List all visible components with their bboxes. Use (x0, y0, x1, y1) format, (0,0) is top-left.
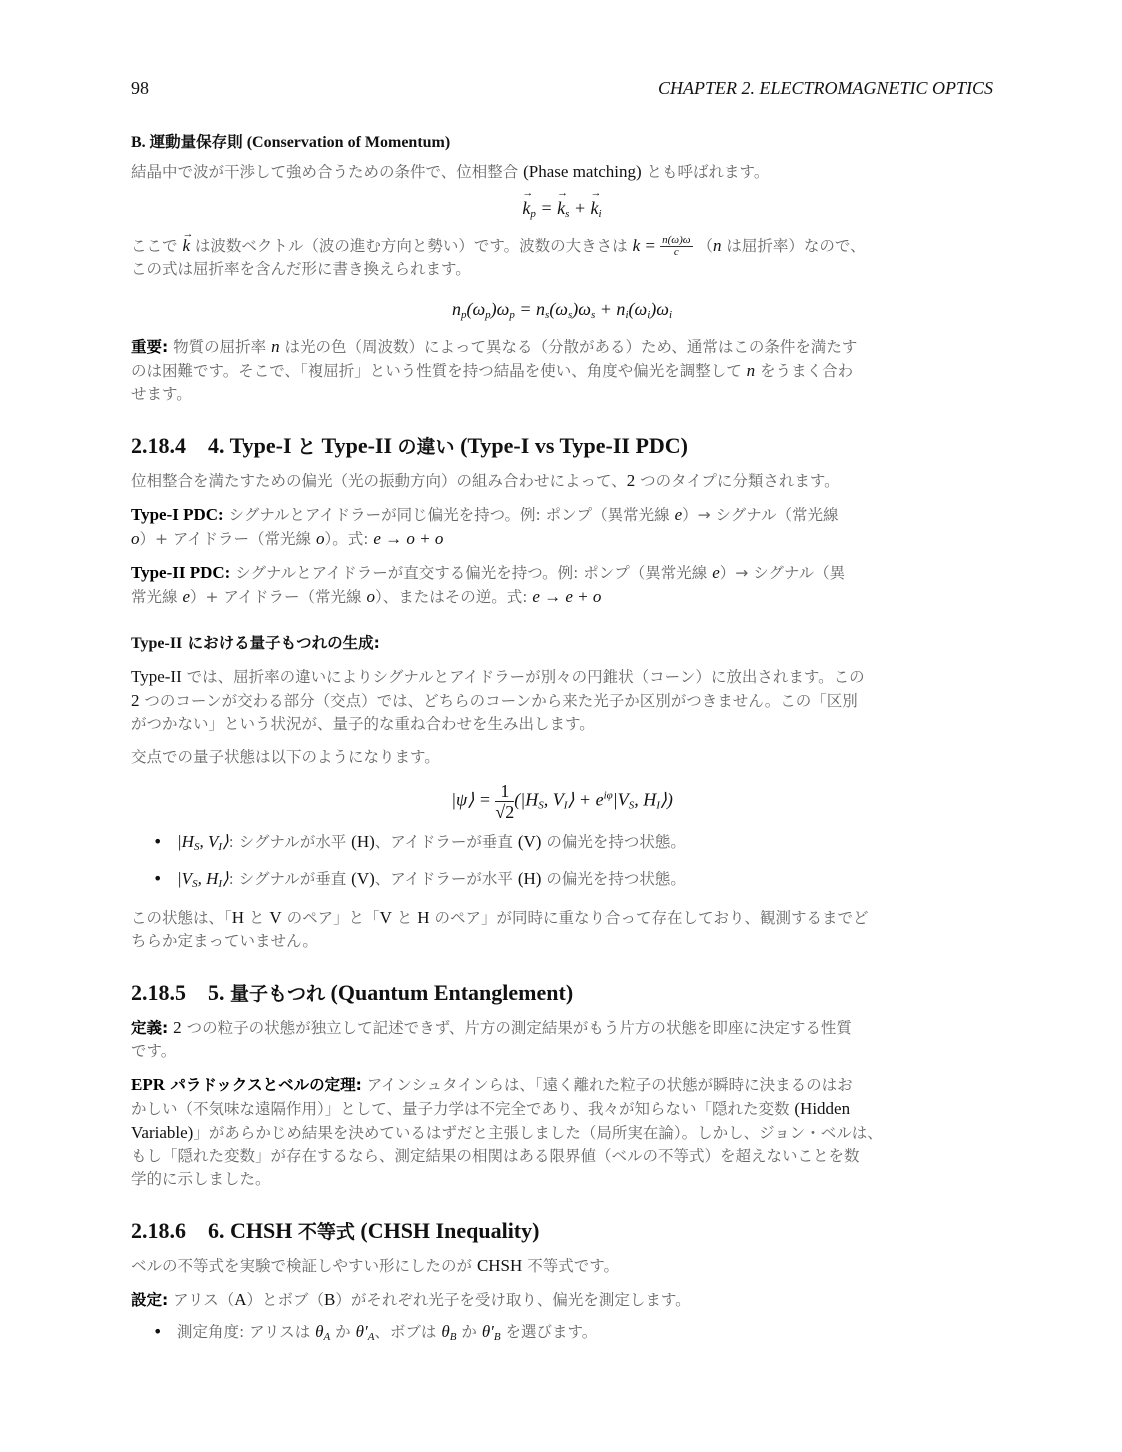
fraction: $\frac{1}{√2}$ (495, 781, 515, 822)
paragraph-important: 重要: 物質の屈折率 n は光の色（周波数）によって異なる（分散がある）ため、通常はこの条件を満たす のは困難です。そこで、「複屈折」という性質を持つ結晶を使い、角度や偏光を調整して n をうまく合わ せます。 (131, 337, 858, 403)
fraction: $\frac{n(\omega)\omega}{c}$ (662, 234, 691, 258)
paragraph-type-i: Type-I PDC: シグナルとアイドラーが同じ偏光を持つ。例: ポンプ（異常光線 e）→ シグナル（常光線 o）+ アイドラー（常光線 o）。式: e → o + o (131, 505, 839, 548)
section-2-18-6 (131, 1217, 993, 1349)
list-item: • $|H_S$, $V_I⟩$: シグナルが水平 (H)、アイドラーが垂直 (V) の偏光を持つ状態。 (131, 830, 993, 859)
paragraph: ベルの不等式を実験で検証しやすい形にしたのが CHSH 不等式です。 (131, 1256, 619, 1275)
paragraph: 位相整合を満たすための偏光（光の振動方向）の組み合わせによって、2 つのタイプに分類されます。 (131, 471, 840, 490)
paragraph: 結晶中で波が干渉して強め合うための条件で、位相整合 (Phase matching) とも呼ばれます。 (131, 162, 770, 181)
subheading-entanglement-generation: Type-II における量子もつれの生成: (131, 634, 380, 652)
paragraph-epr: EPR パラドックスとベルの定理: アインシュタインらは、「遠く離れた粒子の状態が瞬時に決まるのはお かしい（不気味な遠隔作用）」として、量子力学は不完全であり、我々が知らない「隠れた変数 (Hidden Variable)」があらかじめ結果を決めているはずだと主張しました（局所実在論）。しかし、ジョン・ベルは、 もし「隠れた変数」が存在するなら、測定結果の相関はある限界値（ベルの不等式）を超えないことを数 学的に示しました。 (131, 1075, 883, 1188)
page-header (131, 78, 993, 104)
state-list (131, 830, 993, 896)
paragraph: 交点での量子状態は以下のようになります。 (131, 748, 440, 766)
paragraph: この状態は、「H と V のペア」と「V と H のペア」が同時に重なり合って存在しており、観測するまでど ちらか定まっていません。 (131, 908, 869, 950)
running-title: CHAPTER 2. ELECTROMAGNETIC OPTICS (657, 78, 993, 98)
equation-momentum: → $k_p$ = → $k_s$ + → $k_i$ (131, 198, 993, 220)
paragraph-definition: 定義: 2 つの粒子の状態が独立して記述できず、片方の測定結果がもう片方の状態を即座に決定する性質 です。 (131, 1018, 852, 1060)
section-2-18-5 (131, 979, 993, 1191)
section-b-title: B. 運動量保存則 (Conservation of Momentum) (131, 133, 451, 151)
list-item: • $|V_S$, $H_I⟩$: シグナルが垂直 (V)、アイドラーが水平 (H) の偏光を持つ状態。 (131, 867, 993, 896)
paragraph-setup: 設定: アリス（A）とボブ（B）がそれぞれ光子を受け取り、偏光を測定します。 (131, 1290, 691, 1309)
paragraph: Type-II では、屈折率の違いによりシグナルとアイドラーが別々の円錐状（コーン）に放出されます。この 2 つのコーンが交わる部分（交点）では、どちらのコーンから来た光子か区別がつきません。この「区別 がつかない」という状況が、量子的な重ね合わせを生み出します。 (131, 667, 865, 733)
section-title: 2.18.4 4. Type-I と Type-II の違い (Type-I vs Type-II PDC) (131, 433, 689, 458)
paragraph: ここで → k は波数ベクトル（波の進む方向と勢い）です。波数の大きさは k = $\frac{n(\omega)\omega}{c}$ （n は屈折率）なので、 この式は屈折率を含んだ形に書き換えられます。 (131, 234, 993, 281)
equation-refractive: $n_p(\omega_p)\omega_p = n_s(\omega_s)\omega_s + n_i(\omega_i)\omega_i$ (451, 299, 673, 321)
list-item: • 測定角度: アリスは $\theta_A$ か $\theta'_A$、ボブは $\theta_B$ か $\theta'_B$ を選びます。 (131, 1320, 993, 1349)
page (131, 78, 993, 1349)
section-title: 2.18.6 6. CHSH 不等式 (CHSH Inequality) (131, 1218, 540, 1243)
section-b (131, 130, 993, 406)
setup-list (131, 1320, 993, 1349)
equation-quantum-state: |ψ⟩ = $\frac{1}{√2}$ ($|H_S$, $V_I⟩ + e^{i\varphi}|V_S$, $H_I⟩$) (451, 781, 673, 822)
section-title: 2.18.5 5. 量子もつれ (Quantum Entanglement) (131, 980, 574, 1005)
paragraph-type-ii: Type-II PDC: シグナルとアイドラーが直交する偏光を持つ。例: ポンプ（異常光線 e）→ シグナル（異 常光線 e）+ アイドラー（常光線 o）、またはその逆。式: e → e + o (131, 563, 846, 606)
section-2-18-4 (131, 432, 993, 953)
page-number: 98 (131, 78, 149, 98)
